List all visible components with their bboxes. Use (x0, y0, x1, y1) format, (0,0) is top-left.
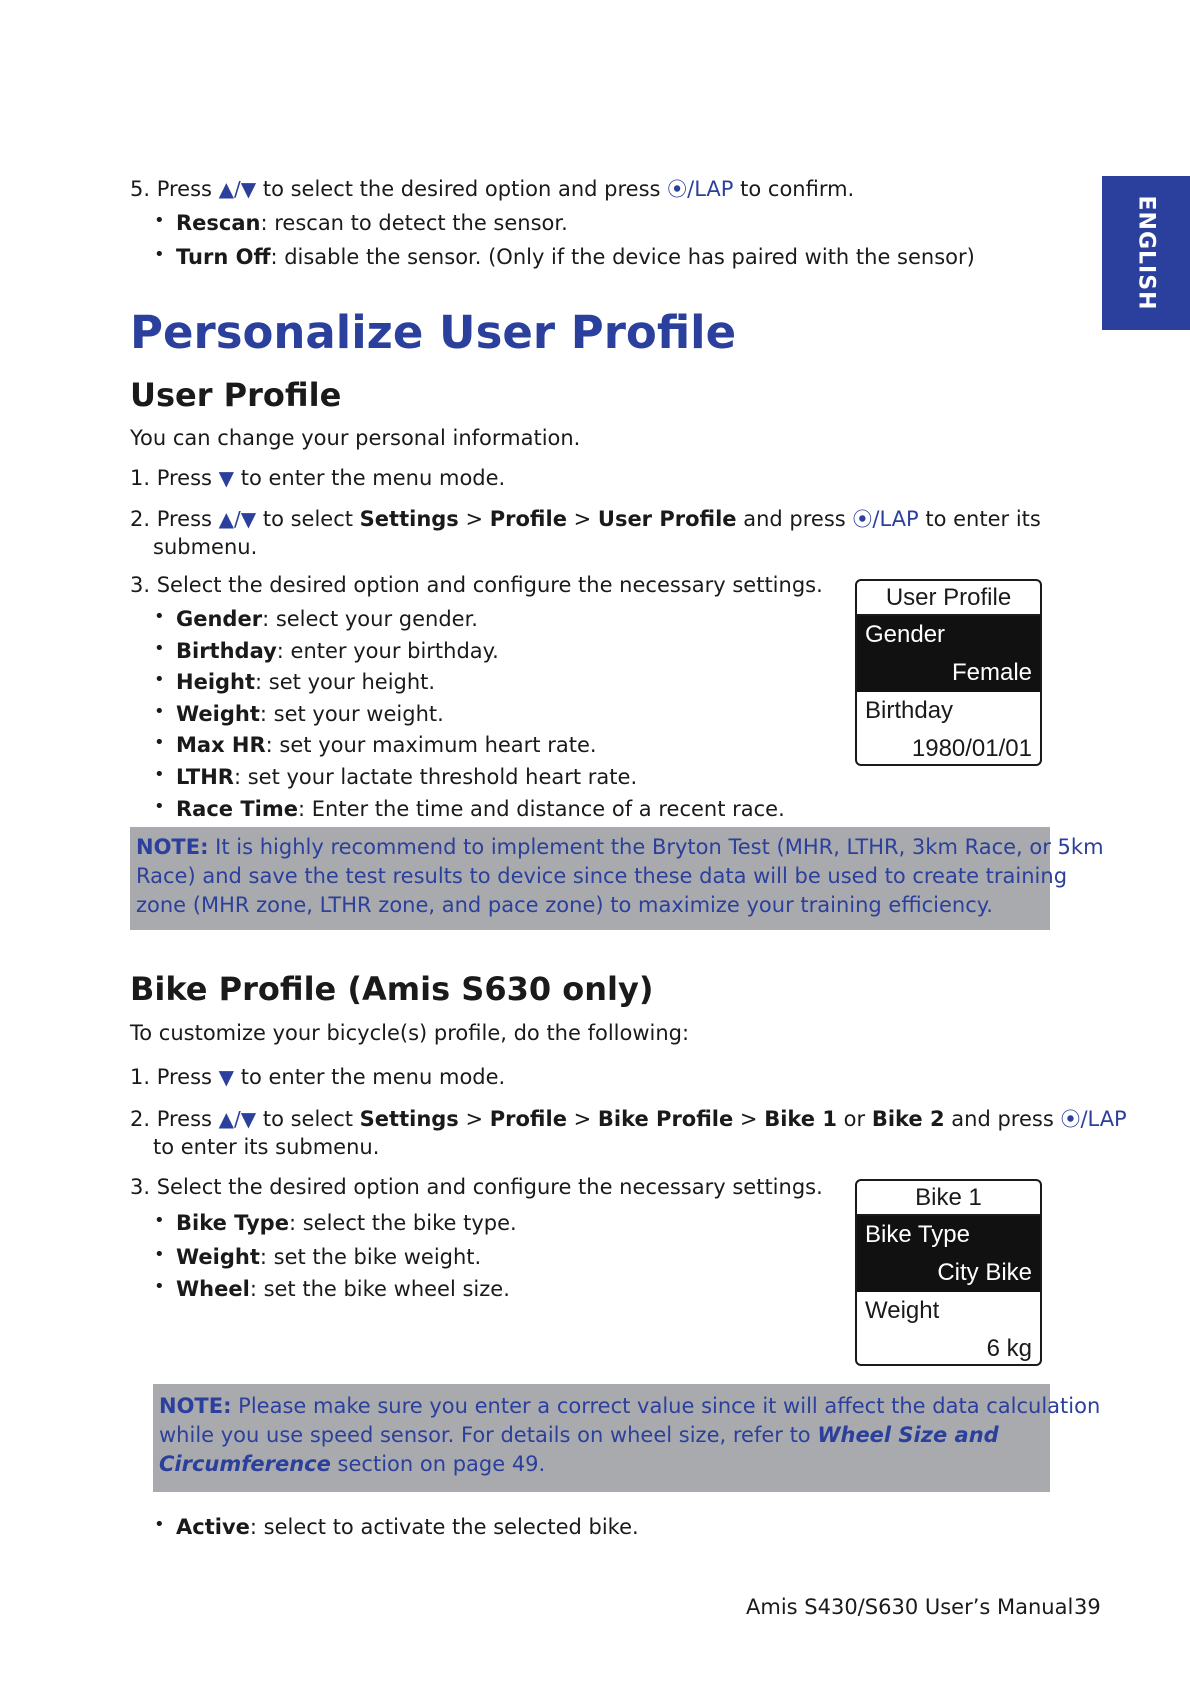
list-item: Height: set your height. (176, 670, 436, 694)
section-heading-user-profile: User Profile (130, 376, 342, 414)
list-item: LTHR: set your lactate threshold heart rate. (176, 765, 638, 789)
language-tab (1102, 176, 1190, 330)
footer-manual-title: Amis S430/S630 User’s Manual (746, 1595, 1074, 1619)
note-label: NOTE: (159, 1394, 232, 1418)
ok-button-icon: ⦿ (852, 507, 873, 531)
up-down-arrows-icon: ▲/▼ (218, 1107, 257, 1131)
screen-item-label: Weight (865, 1297, 940, 1324)
list-item: Active: select to activate the selected bike. (176, 1515, 639, 1539)
lap-label: /LAP (872, 507, 919, 531)
list-item: Gender: select your gender. (176, 607, 478, 631)
step-5: 5. Press ▲/▼ to select the desired option and press ⦿/LAP to confirm. (130, 177, 855, 201)
screen-item-value: City Bike (937, 1259, 1032, 1286)
ok-button-icon: ⦿ (1060, 1107, 1081, 1131)
screen-selected-item (857, 616, 1040, 692)
page-title: Personalize User Profile (130, 306, 737, 359)
bullet-icon: • (154, 1276, 165, 1297)
list-item: Max HR: set your maximum heart rate. (176, 733, 597, 757)
user-profile-step-2-cont: submenu. (153, 535, 258, 559)
list-item: Turn Off: disable the sensor. (Only if the device has paired with the sensor) (176, 245, 975, 269)
screen-title: Bike 1 (857, 1181, 1040, 1216)
user-profile-step-2: 2. Press ▲/▼ to select Settings > Profile > User Profile and press ⦿/LAP to enter its (130, 507, 1041, 531)
bullet-icon: • (154, 1244, 165, 1265)
bike-profile-step-2-cont: to enter its submenu. (153, 1135, 380, 1159)
note-box: NOTE: Please make sure you enter a correct value since it will affect the data calculation while you use speed sensor. For details on wheel size, refer to Wheel Size and Circumference section on page 49. (153, 1384, 1050, 1492)
screen-item-label: Gender (865, 621, 946, 648)
list-item: Wheel: set the bike wheel size. (176, 1277, 510, 1301)
note-box: NOTE: It is highly recommend to implement the Bryton Test (MHR, LTHR, 3km Race, or 5km Race) and save the test results to device since these data will be used to create training zone (MHR zone, LTHR zone, and pace zone) to maximize your training efficiency. (130, 827, 1050, 930)
list-item: Race Time: Enter the time and distance of a recent race. (176, 797, 785, 821)
lap-label: /LAP (687, 177, 734, 201)
note-label: NOTE: (136, 835, 209, 859)
bullet-icon: • (154, 764, 165, 785)
language-tab-label: ENGLISH (1133, 195, 1159, 311)
bike-profile-step-3: 3. Select the desired option and configure the necessary settings. (130, 1175, 823, 1199)
user-profile-intro: You can change your personal information. (130, 426, 581, 450)
bullet-icon: • (154, 796, 165, 817)
screen-selected-item (857, 1216, 1040, 1292)
bullet-icon: • (154, 606, 165, 627)
bike-profile-step-1: 1. Press ▼ to enter the menu mode. (130, 1065, 506, 1089)
lap-label: /LAP (1080, 1107, 1127, 1131)
screen-item-value: 1980/01/01 (911, 735, 1032, 762)
device-screen-user-profile (855, 579, 1042, 766)
bike-profile-step-2: 2. Press ▲/▼ to select Settings > Profile > Bike Profile > Bike 1 or Bike 2 and press ⦿/LAP (130, 1107, 1127, 1131)
list-item: Weight: set the bike weight. (176, 1245, 482, 1269)
circumference-link[interactable]: Circumference (159, 1452, 331, 1476)
bullet-icon: • (154, 701, 165, 722)
up-down-arrows-icon: ▲/▼ (218, 507, 257, 531)
bullet-icon: • (154, 1514, 165, 1535)
wheel-size-link[interactable]: Wheel Size and (817, 1423, 999, 1447)
screen-item-value: Female (951, 659, 1032, 686)
list-item: Rescan: rescan to detect the sensor. (176, 211, 568, 235)
bullet-icon: • (154, 210, 165, 231)
user-profile-step-1: 1. Press ▼ to enter the menu mode. (130, 466, 506, 490)
down-arrow-icon: ▼ (218, 1065, 235, 1089)
down-arrow-icon: ▼ (218, 466, 235, 490)
bullet-icon: • (154, 732, 165, 753)
screen-item-label: Birthday (865, 697, 954, 724)
screen-item-value: 6 kg (986, 1335, 1032, 1362)
page-number: 39 (1074, 1595, 1101, 1619)
user-profile-step-3: 3. Select the desired option and configure the necessary settings. (130, 573, 823, 597)
list-item: Weight: set your weight. (176, 702, 444, 726)
ok-button-icon: ⦿ (667, 177, 688, 201)
section-heading-bike-profile: Bike Profile (Amis S630 only) (130, 970, 654, 1008)
device-screen-bike-1 (855, 1179, 1042, 1366)
list-item: Bike Type: select the bike type. (176, 1211, 517, 1235)
screen-item-label: Bike Type (865, 1221, 970, 1248)
up-down-arrows-icon: ▲/▼ (218, 177, 257, 201)
screen-title: User Profile (857, 581, 1040, 616)
bullet-icon: • (154, 244, 165, 265)
list-item: Birthday: enter your birthday. (176, 639, 499, 663)
bullet-icon: • (154, 669, 165, 690)
bullet-icon: • (154, 1210, 165, 1231)
bullet-icon: • (154, 638, 165, 659)
bike-profile-intro: To customize your bicycle(s) profile, do the following: (130, 1021, 690, 1045)
